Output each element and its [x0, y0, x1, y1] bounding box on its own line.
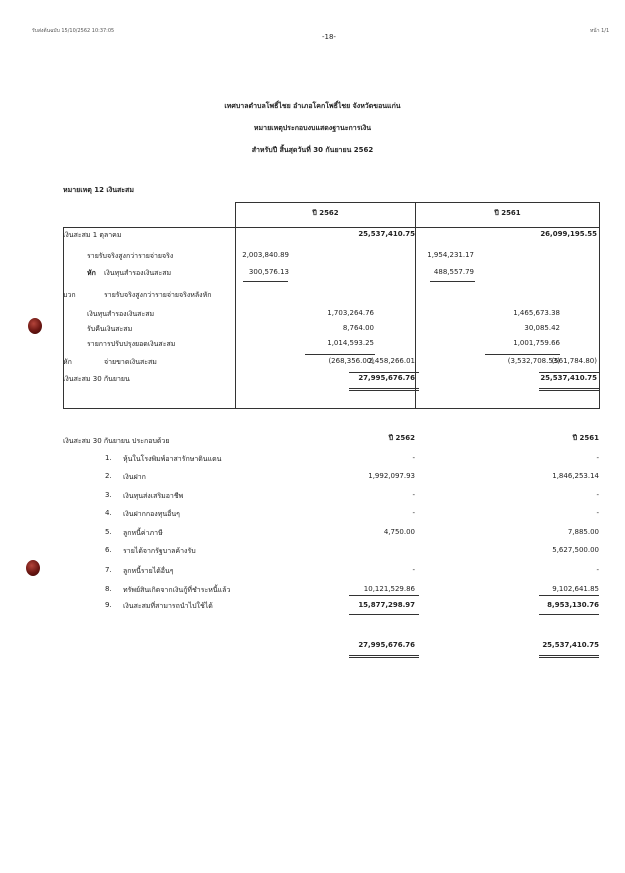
amount-2562: 1,992,097.93 [368, 472, 415, 480]
item-label: ลูกหนี้ค่าภาษี [123, 529, 163, 537]
total-2562: 27,995,676.76 [358, 641, 415, 649]
amount-a3: 2,458,266.01 [368, 357, 415, 365]
amount-2561: - [596, 566, 599, 574]
item-label: หุ้นในโรงพิมพ์อาสารักษาดินแดน [123, 455, 222, 463]
amount-a2: 8,764.00 [342, 324, 374, 332]
item-number: 6. [105, 546, 112, 554]
hole-punch-mark [26, 560, 40, 576]
item-number: 3. [105, 491, 112, 499]
amount-b1: 488,557.79 [433, 268, 474, 276]
row-label: รายรับจริงสูงกว่ารายจ่ายจริงหลังหัก [104, 291, 212, 299]
item-number: 1. [105, 454, 112, 462]
amount-2561: 8,953,130.76 [547, 601, 599, 609]
amount-2561: 7,885.00 [567, 528, 599, 536]
amount-2561: 9,102,641.85 [552, 585, 599, 593]
amount-2562: 10,121,529.86 [363, 585, 415, 593]
item-label: เงินสะสมที่สามารถนำไปใช้ได้ [123, 602, 213, 610]
amount-b2: 30,085.42 [524, 324, 560, 332]
row-prefix: หัก [87, 269, 96, 277]
amount-b2: (3,532,708.53) [507, 357, 560, 365]
amount-a3: 25,537,410.75 [358, 230, 415, 238]
amount-a1: 2,003,840.89 [242, 251, 289, 259]
amount-2561: - [596, 509, 599, 517]
item-label: เงินฝากกองทุนอื่นๆ [123, 510, 180, 518]
row-label: เงินสะสม 30 กันยายน [63, 375, 130, 383]
total-2561: 25,537,410.75 [542, 641, 599, 649]
amount-2562: 4,750.00 [383, 528, 415, 536]
row-label: เงินทุนสำรองเงินสะสม [104, 269, 172, 277]
amount-b3: 25,537,410.75 [540, 374, 597, 382]
amount-a2: (268,356.00) [328, 357, 374, 365]
amount-b3: (561,784.80) [551, 357, 597, 365]
amount-2561: 1,846,253.14 [552, 472, 599, 480]
title-line-1: เทศบาลตำบลโพธิ์ไชย อำเภอโคกโพธิ์ไชย จังหวัดขอนแก่น [224, 102, 401, 110]
amount-b1: 1,954,231.17 [427, 251, 474, 259]
row-label: รายรับจริงสูงกว่ารายจ่ายจริง [87, 252, 174, 260]
amount-2562: - [412, 491, 415, 499]
row-label: รายการปรับปรุงยอดเงินสะสม [87, 340, 176, 348]
item-label: เงินทุนส่งเสริมอาชีพ [123, 492, 184, 500]
item-number: 8. [105, 585, 112, 593]
amount-2562: - [412, 566, 415, 574]
amount-a2: 1,703,264.76 [327, 309, 374, 317]
item-number: 7. [105, 566, 112, 574]
item-number: 5. [105, 528, 112, 536]
row-label: เงินทุนสำรองเงินสะสม [87, 310, 155, 318]
amount-a2: 1,014,593.25 [327, 339, 374, 347]
item-label: ทรัพย์สินเกิดจากเงินกู้ที่ชำระหนี้แล้ว [123, 586, 231, 594]
page-indicator: หน้า 1/1 [590, 28, 610, 34]
column-header-2562: ปี 2562 [388, 434, 415, 442]
title-line-3: สำหรับปี สิ้นสุดวันที่ 30 กันยายน 2562 [251, 146, 374, 154]
row-prefix: บวก [63, 291, 76, 299]
row-label: เงินสะสม 1 ตุลาคม [63, 231, 122, 239]
page-number: -18- [322, 33, 336, 41]
row-label: รับคืนเงินสะสม [87, 325, 133, 333]
item-number: 9. [105, 601, 112, 609]
amount-b3: 26,099,195.55 [540, 230, 597, 238]
item-label: ลูกหนี้รายได้อื่นๆ [123, 567, 174, 575]
row-label: จ่ายขาดเงินสะสม [104, 358, 157, 366]
note-title: หมายเหตุ 12 เงินสะสม [63, 186, 134, 194]
column-header-2561: ปี 2561 [572, 434, 599, 442]
amount-b2: 1,465,673.38 [513, 309, 560, 317]
amount-2561: - [596, 491, 599, 499]
composition-heading: เงินสะสม 30 กันยายน ประกอบด้วย [63, 437, 170, 445]
row-prefix: หัก [63, 358, 72, 366]
column-header-2561: ปี 2561 [494, 209, 521, 217]
amount-a1: 300,576.13 [248, 268, 289, 276]
print-stamp: รับส่งต้นฉบับ 15/10/2562 10:37:05 [32, 28, 115, 34]
amount-2561: 5,627,500.00 [552, 546, 599, 554]
amount-2561: - [596, 454, 599, 462]
column-header-2562: ปี 2562 [312, 209, 339, 217]
amount-2562: - [412, 454, 415, 462]
hole-punch-mark [28, 318, 42, 334]
item-number: 2. [105, 472, 112, 480]
amount-2562: 15,877,298.97 [358, 601, 415, 609]
item-label: รายได้จากรัฐบาลค้างรับ [123, 547, 196, 555]
amount-2562: - [412, 509, 415, 517]
title-line-2: หมายเหตุประกอบงบแสดงฐานะการเงิน [253, 124, 372, 132]
amount-b2: 1,001,759.66 [513, 339, 560, 347]
item-number: 4. [105, 509, 112, 517]
item-label: เงินฝาก [123, 473, 146, 481]
amount-a3: 27,995,676.76 [358, 374, 415, 382]
